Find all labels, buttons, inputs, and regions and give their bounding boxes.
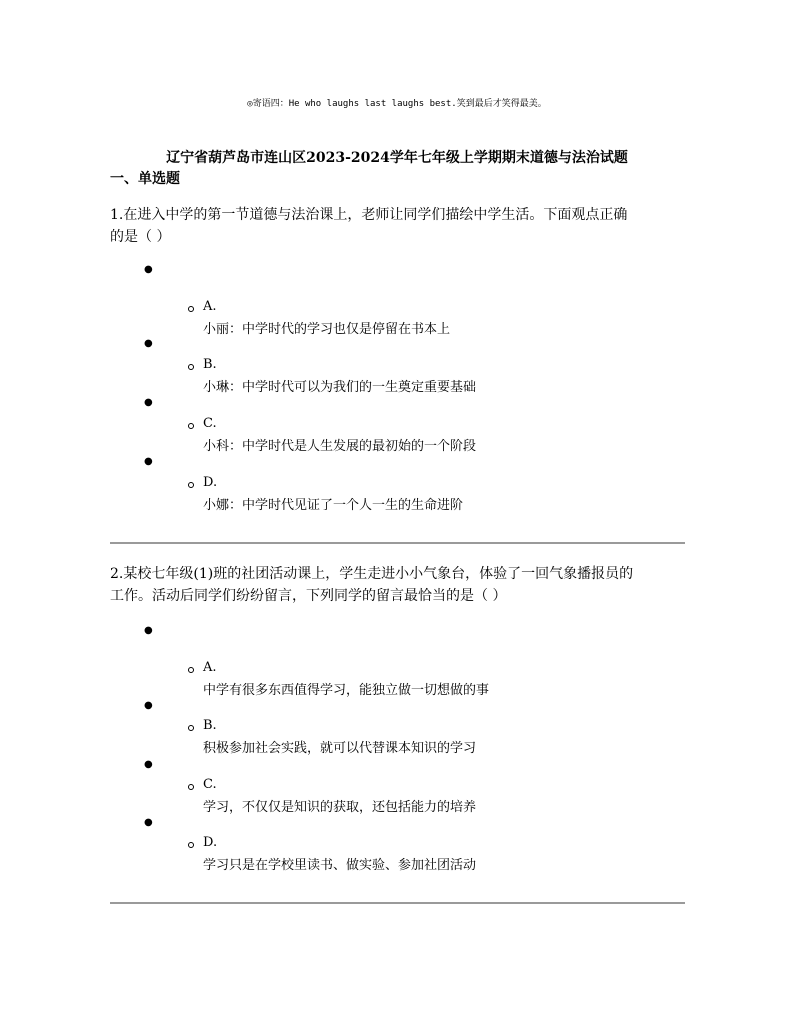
option-b[interactable]: 小琳：中学时代可以为我们的一生奠定重要基础	[203, 380, 477, 395]
bullet-icon: ●	[144, 700, 153, 711]
option-a-letter: A.	[203, 660, 217, 675]
question-2-stem-line-1: 2.某校七年级(1)班的社团活动课上，学生走进小小气象台，体验了一回气象播报员的	[110, 566, 634, 582]
option-c[interactable]: 学习，不仅仅是知识的获取，还包括能力的培养	[203, 800, 477, 815]
circle-bullet-icon	[188, 306, 194, 312]
bullet-icon: ●	[144, 817, 153, 828]
bullet-icon: ●	[144, 625, 153, 636]
header-motto: ◎寄语四：He who laughs last laughs best.笑到最后才笑得最美。	[247, 99, 547, 109]
bullet-icon: ●	[144, 264, 153, 275]
option-d-letter: D.	[203, 835, 218, 850]
question-2	[110, 563, 685, 873]
bullet-icon: ●	[144, 397, 153, 408]
question-1	[110, 204, 685, 513]
circle-bullet-icon	[188, 482, 194, 488]
question-1-stem-line-1: 1.在进入中学的第一节道德与法治课上，老师让同学们描绘中学生活。下面观点正确	[110, 207, 628, 223]
bullet-icon: ●	[144, 338, 153, 349]
divider	[110, 542, 685, 544]
option-d[interactable]: 小娜：中学时代见证了一个人一生的生命进阶	[203, 498, 464, 513]
option-b-letter: B.	[203, 718, 217, 733]
circle-bullet-icon	[188, 667, 194, 673]
option-c-letter: C.	[203, 777, 217, 792]
circle-bullet-icon	[188, 842, 194, 848]
option-d[interactable]: 学习只是在学校里读书、做实验、参加社团活动	[203, 858, 477, 873]
bullet-icon: ●	[144, 456, 153, 467]
option-b[interactable]: 积极参加社会实践，就可以代替课本知识的学习	[203, 741, 477, 756]
option-c-letter: C.	[203, 416, 217, 431]
bullet-icon: ●	[144, 759, 153, 770]
option-c[interactable]: 小科：中学时代是人生发展的最初始的一个阶段	[203, 439, 477, 454]
question-1-stem-line-2: 的是（ ）	[110, 229, 171, 245]
circle-bullet-icon	[188, 364, 194, 370]
circle-bullet-icon	[188, 784, 194, 790]
circle-bullet-icon	[188, 423, 194, 429]
option-a[interactable]: 中学有很多东西值得学习，能独立做一切想做的事	[203, 683, 490, 698]
circle-bullet-icon	[188, 725, 194, 731]
option-d-letter: D.	[203, 475, 218, 490]
option-a[interactable]: 小丽：中学时代的学习也仅是停留在书本上	[203, 322, 451, 337]
question-2-stem-line-2: 工作。活动后同学们纷纷留言，下列同学的留言最恰当的是（ ）	[110, 588, 507, 604]
divider	[110, 902, 685, 904]
section-heading: 一、单选题	[110, 171, 180, 187]
option-a-letter: A.	[203, 299, 217, 314]
option-b-letter: B.	[203, 357, 217, 372]
page-title: 辽宁省葫芦岛市连山区2023-2024学年七年级上学期期末道德与法治试题	[166, 150, 628, 166]
